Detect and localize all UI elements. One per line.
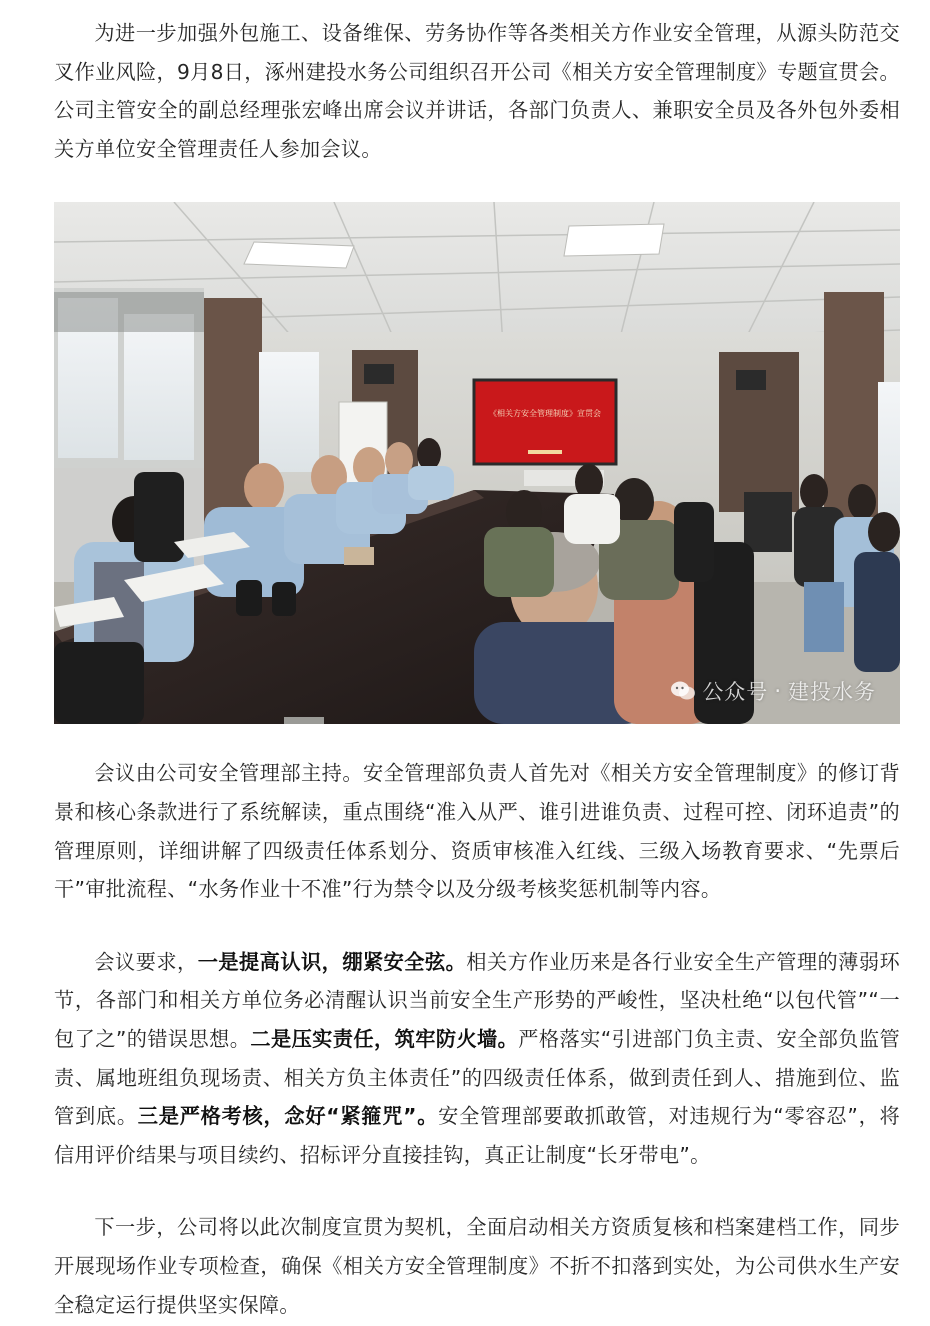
watermark-prefix: 公众号 [702,680,769,705]
requirements-text-3: 严格落实“引进部门负主责、安全部负监管责、属地班组负现场责、相关方负主体责任”的四级责任体系，做到责任到人、措施到位、监管到底。 [54,1026,900,1129]
requirement-1-heading: 一是提高认识，绷紧安全弦。 [197,949,467,974]
requirements-paragraph [54,943,900,1175]
wechat-icon [670,680,696,702]
requirements-text-4: 安全管理部要敢抓敢管，对违规行为“零容忍”，将信用评价结果与项目续约、招标评分直接挂钩，真正让制度“长牙带电”。 [54,1104,900,1167]
meeting-photo-image [54,202,900,724]
meeting-photo[interactable] [54,202,900,724]
watermark-separator: · [774,679,782,704]
watermark-account-name: 建投水务 [788,680,876,705]
requirements-text-1: 会议要求， [94,949,198,974]
screen-title: 《相关方安全管理制度》宣贯会 [489,409,601,419]
requirement-2-heading: 二是压实责任，筑牢防火墙。 [250,1026,519,1051]
meeting-host-paragraph: 会议由公司安全管理部主持。安全管理部负责人首先对《相关方安全管理制度》的修订背景和核心条款进行了系统解读，重点围绕“准入从严、谁引进谁负责、过程可控、闭环追责”的管理原则，详细讲解了四级责任体系划分、资质审核准入红线、三级入场教育要求、“先票后干”审批流程、“水务作业十不准”行为禁令以及分级考核奖惩机制等内容。 [54,761,900,902]
watermark [670,676,876,706]
requirement-3-heading: 三是严格考核，念好“紧箍咒”。 [137,1104,439,1129]
article-body [54,14,900,1324]
next-steps-paragraph: 下一步，公司将以此次制度宣贯为契机，全面启动相关方资质复核和档案建档工作，同步开展现场作业专项检查，确保《相关方安全管理制度》不折不扣落到实处，为公司供水生产安全稳定运行提供坚实保障。 [54,1215,900,1317]
intro-paragraph: 为进一步加强外包施工、设备维保、劳务协作等各类相关方作业安全管理，从源头防范交叉作业风险，9月8日，涿州建投水务公司组织召开公司《相关方安全管理制度》专题宣贯会。公司主管安全的副总经理张宏峰出席会议并讲话，各部门负责人、兼职安全员及各外包外委相关方单位安全管理责任人参加会议。 [54,21,900,161]
requirements-text-2: 相关方作业历来是各行业安全生产管理的薄弱环节，各部门和相关方单位务必清醒认识当前安全生产形势的严峻性，坚决杜绝“以包代管”“一包了之”的错误思想。 [54,949,900,1051]
